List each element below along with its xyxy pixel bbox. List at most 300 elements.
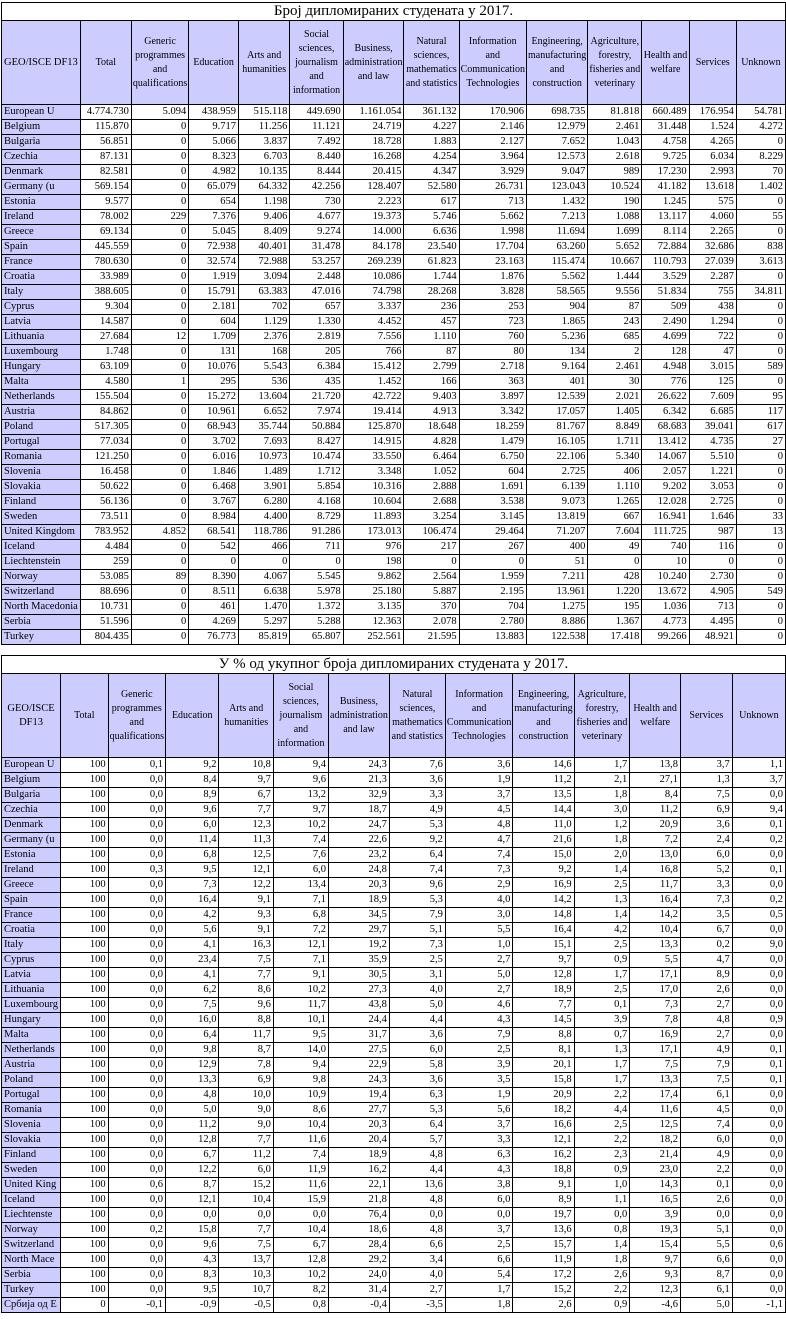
value-cell: 5.652 [588,240,642,255]
value-cell: 15,4 [630,1238,681,1253]
value-cell: 14.915 [343,435,404,450]
value-cell: 0,1 [732,818,785,833]
value-cell: 1.110 [588,480,642,495]
value-cell: 100 [61,833,109,848]
value-cell: 4.580 [80,375,131,390]
value-cell: 0,9 [574,953,630,968]
value-cell: 72.988 [238,255,289,270]
value-cell: 3.135 [343,600,404,615]
value-cell: 6.034 [689,150,736,165]
value-cell: 0,0 [108,908,165,923]
value-cell: 12,3 [630,1283,681,1298]
value-cell: 10.240 [642,570,689,585]
value-cell: 0,0 [108,1208,165,1223]
value-cell: 1.043 [588,135,642,150]
value-cell: 0,0 [732,1283,785,1298]
value-cell: 4.452 [343,315,404,330]
value-cell: 11,7 [273,998,328,1013]
table-row [2,1208,786,1223]
value-cell: 115.474 [527,255,588,270]
value-cell: 9,4 [732,803,785,818]
table-row [2,375,786,390]
value-cell: 4,8 [445,818,512,833]
value-cell: 8.886 [527,615,588,630]
value-cell: 42.256 [290,180,343,195]
table-row [2,1088,786,1103]
value-cell: 438 [689,300,736,315]
value-cell: 515.118 [238,105,289,120]
value-cell: 8.390 [189,570,239,585]
value-cell: 6,0 [445,1193,512,1208]
value-cell: 13,8 [630,758,681,773]
value-cell: 18,2 [513,1103,574,1118]
country-cell: United King [2,1178,61,1193]
table-row [2,495,786,510]
value-cell: 0 [131,465,188,480]
value-cell: 4.272 [736,120,785,135]
value-cell: 4.067 [238,570,289,585]
value-cell: 1.883 [404,135,459,150]
value-cell: 128 [642,345,689,360]
value-cell: 11.893 [343,510,404,525]
value-cell: 0 [131,510,188,525]
value-cell: 70 [736,165,785,180]
value-cell: 7,5 [219,953,273,968]
value-cell: 0,0 [445,1208,512,1223]
value-cell: 20,4 [329,1133,390,1148]
value-cell: 1.691 [459,480,526,495]
value-cell: 100 [61,878,109,893]
value-cell: 20,9 [630,818,681,833]
country-cell: Italy [2,285,81,300]
value-cell: 10,0 [219,1088,273,1103]
country-cell: Estonia [2,848,61,863]
value-cell: 7,3 [680,893,732,908]
column-header: GEO/ISCE DF13 [2,21,81,105]
value-cell: 0 [131,630,188,645]
country-cell: Malta [2,1028,61,1043]
table-row [2,1058,786,1073]
header-row [2,21,786,105]
value-cell: 7,4 [445,848,512,863]
value-cell: 14,5 [513,1013,574,1028]
value-cell: 7,6 [273,848,328,863]
value-cell: 3.767 [189,495,239,510]
table-row [2,803,786,818]
value-cell: 1,3 [574,1043,630,1058]
value-cell: 2,4 [680,833,732,848]
value-cell: 9,6 [165,1238,218,1253]
value-cell: 17.230 [642,165,689,180]
value-cell: 20,9 [513,1088,574,1103]
table-row [2,465,786,480]
value-cell: 1.959 [459,570,526,585]
column-header: Health and welfare [642,21,689,105]
value-cell: 0,0 [108,1118,165,1133]
value-cell: 13,3 [165,1073,218,1088]
value-cell: 48.921 [689,630,736,645]
value-cell: 39.041 [689,420,736,435]
value-cell: 0,1 [732,1043,785,1058]
value-cell: 0,0 [108,998,165,1013]
value-cell: 1.748 [80,345,131,360]
value-cell: 20,3 [329,1118,390,1133]
value-cell: 17,1 [630,1043,681,1058]
value-cell: 4.774.730 [80,105,131,120]
value-cell: 8.444 [290,165,343,180]
value-cell: 5.662 [459,210,526,225]
value-cell: 3,3 [680,878,732,893]
value-cell: 3.254 [404,510,459,525]
value-cell: 0,0 [574,1208,630,1223]
value-cell: 100 [61,938,109,953]
value-cell: 15.791 [189,285,239,300]
value-cell: 0,0 [732,923,785,938]
value-cell: 168 [238,345,289,360]
value-cell: 1,8 [574,833,630,848]
value-cell: 13,5 [513,788,574,803]
value-cell: 7.556 [343,330,404,345]
value-cell: 8,4 [630,788,681,803]
value-cell: 0,0 [732,1118,785,1133]
value-cell: 49 [588,540,642,555]
value-cell: 2,5 [445,1238,512,1253]
value-cell: 14,2 [630,908,681,923]
value-cell: 95 [736,390,785,405]
value-cell: 4.982 [189,165,239,180]
value-cell: 12,8 [513,968,574,983]
value-cell: 6,0 [389,1043,445,1058]
value-cell: 10,7 [219,1283,273,1298]
value-cell: 3,3 [389,788,445,803]
value-cell: 8.440 [290,150,343,165]
table-row [2,525,786,540]
value-cell: 11,9 [513,1253,574,1268]
value-cell: 0,0 [108,893,165,908]
value-cell: 3,7 [445,1118,512,1133]
value-cell: 4,7 [445,833,512,848]
value-cell: 7,2 [630,833,681,848]
value-cell: 9.073 [527,495,588,510]
value-cell: 20,1 [513,1058,574,1073]
table-row [2,1298,786,1313]
value-cell: 7,7 [219,1133,273,1148]
value-cell: 589 [736,360,785,375]
value-cell: 10,1 [273,1013,328,1028]
value-cell: 89 [131,570,188,585]
value-cell: 575 [689,195,736,210]
value-cell: 6,3 [389,1088,445,1103]
value-cell: 2.265 [689,225,736,240]
value-cell: 0 [131,615,188,630]
value-cell: 4.227 [404,120,459,135]
country-cell: Slovenia [2,465,81,480]
value-cell: 84.862 [80,405,131,420]
value-cell: 100 [61,923,109,938]
value-cell: 23.163 [459,255,526,270]
value-cell: 1.052 [404,465,459,480]
value-cell: 9,7 [630,1253,681,1268]
value-cell: 21,3 [329,773,390,788]
value-cell: 0,0 [389,1208,445,1223]
value-cell: 72.884 [642,240,689,255]
value-cell: 100 [61,788,109,803]
value-cell: 5.854 [290,480,343,495]
value-cell: 9.406 [238,210,289,225]
value-cell: 252.561 [343,630,404,645]
value-cell: 19.373 [343,210,404,225]
value-cell: 11.694 [527,225,588,240]
country-cell: Germany (u [2,833,61,848]
table-row [2,998,786,1013]
value-cell: 27 [736,435,785,450]
country-cell: Latvia [2,315,81,330]
value-cell: 30,5 [329,968,390,983]
value-cell: 8,6 [219,983,273,998]
value-cell: 15,2 [219,1178,273,1193]
value-cell: 449.690 [290,105,343,120]
value-cell: 1,1 [574,1193,630,1208]
table-row [2,758,786,773]
value-cell: 16,2 [329,1163,390,1178]
country-cell: Slovakia [2,480,81,495]
value-cell: 9.577 [80,195,131,210]
value-cell: 660.489 [642,105,689,120]
value-cell: 657 [290,300,343,315]
value-cell: 4,8 [389,1223,445,1238]
column-header: Information and Communication Technologies [445,674,512,758]
value-cell: 3.145 [459,510,526,525]
value-cell: 16,4 [630,893,681,908]
value-cell: 1,7 [574,758,630,773]
value-cell: 8.229 [736,150,785,165]
value-cell: 11,9 [273,1163,328,1178]
value-cell: 8,8 [219,1013,273,1028]
value-cell: 6,0 [680,1133,732,1148]
value-cell: 0 [131,195,188,210]
table-body [2,105,786,645]
value-cell: 10,3 [219,1268,273,1283]
value-cell: 205 [290,345,343,360]
value-cell: 4.254 [404,150,459,165]
value-cell: 1,3 [680,773,732,788]
value-cell: 7.492 [290,135,343,150]
value-cell: 0 [736,555,785,570]
value-cell: 125.870 [343,420,404,435]
value-cell: 31,4 [329,1283,390,1298]
value-cell: 7,4 [680,1118,732,1133]
country-cell: Slovenia [2,1118,61,1133]
value-cell: 14.067 [642,450,689,465]
value-cell: 5,1 [680,1223,732,1238]
value-cell: 11,4 [165,833,218,848]
value-cell: 5.543 [238,360,289,375]
value-cell: 2,2 [574,1133,630,1148]
country-cell: France [2,908,61,923]
value-cell: 5,6 [165,923,218,938]
column-header: Social sciences, journalism and information [273,674,328,758]
value-cell: 15,9 [273,1193,328,1208]
value-cell: 26.622 [642,390,689,405]
value-cell: 195 [588,600,642,615]
value-cell: 16.105 [527,435,588,450]
value-cell: 4,0 [445,893,512,908]
table-row [2,405,786,420]
value-cell: 2.490 [642,315,689,330]
value-cell: -3,5 [389,1298,445,1313]
value-cell: 12,8 [273,1253,328,1268]
value-cell: 3.529 [642,270,689,285]
table-row [2,833,786,848]
value-cell: 2.461 [588,120,642,135]
value-cell: 41.182 [642,180,689,195]
value-cell: 4,1 [165,968,218,983]
value-cell: 435 [290,375,343,390]
value-cell: 3,6 [389,773,445,788]
value-cell: 11,2 [165,1118,218,1133]
value-cell: 100 [61,968,109,983]
value-cell: 0,0 [732,1133,785,1148]
value-cell: 0 [131,255,188,270]
value-cell: 0,1 [680,1178,732,1193]
table-row [2,878,786,893]
graduates-percent-table [1,655,786,1313]
country-cell: France [2,255,81,270]
value-cell: 6,7 [219,788,273,803]
value-cell: 2.127 [459,135,526,150]
column-header: Natural sciences, mathematics and statistics [404,21,459,105]
value-cell: 4,5 [680,1103,732,1118]
value-cell: 19,7 [513,1208,574,1223]
table-row [2,135,786,150]
value-cell: 766 [343,345,404,360]
value-cell: 16,9 [630,1028,681,1043]
value-cell: 21,8 [329,1193,390,1208]
value-cell: 100 [61,1208,109,1223]
value-cell: 0,0 [732,983,785,998]
country-cell: Liechtenste [2,1208,61,1223]
column-header: Education [165,674,218,758]
column-header: Unknown [732,674,785,758]
value-cell: 69.134 [80,225,131,240]
value-cell: 1.088 [588,210,642,225]
value-cell: 63.260 [527,240,588,255]
value-cell: 17,0 [630,983,681,998]
value-cell: 740 [642,540,689,555]
value-cell: 50.884 [290,420,343,435]
value-cell: 0,0 [108,1283,165,1298]
country-cell: Hungary [2,360,81,375]
value-cell: 100 [61,953,109,968]
value-cell: 0,1 [732,1073,785,1088]
value-cell: 43,8 [329,998,390,1013]
value-cell: 0 [736,300,785,315]
value-cell: 2,2 [574,1088,630,1103]
value-cell: 125 [689,375,736,390]
value-cell: 31.448 [642,120,689,135]
value-cell: 0 [238,555,289,570]
value-cell: 2.223 [343,195,404,210]
value-cell: 7.693 [238,435,289,450]
value-cell: 8.729 [290,510,343,525]
value-cell: 100 [61,1118,109,1133]
value-cell: 8,7 [219,1043,273,1058]
value-cell: 1,7 [574,1058,630,1073]
column-header: Arts and humanities [238,21,289,105]
value-cell: 27,5 [329,1043,390,1058]
value-cell: 16.458 [80,465,131,480]
value-cell: 0 [131,435,188,450]
value-cell: 10 [642,555,689,570]
value-cell: 3.015 [689,360,736,375]
value-cell: 3,9 [574,1013,630,1028]
value-cell: 73.511 [80,510,131,525]
table-row [2,953,786,968]
value-cell: 1.846 [189,465,239,480]
value-cell: 6,4 [165,1028,218,1043]
value-cell: 5,0 [165,1103,218,1118]
value-cell: 5.887 [404,585,459,600]
value-cell: 2,7 [389,1283,445,1298]
value-cell: 9,6 [273,773,328,788]
country-cell: Poland [2,1073,61,1088]
value-cell: 5.562 [527,270,588,285]
value-cell: 2,6 [680,983,732,998]
value-cell: 15,1 [513,938,574,953]
value-cell: 4.265 [689,135,736,150]
value-cell: 68.943 [189,420,239,435]
value-cell: 51.596 [80,615,131,630]
value-cell: 5,2 [680,863,732,878]
value-cell: 217 [404,540,459,555]
value-cell: 667 [588,510,642,525]
value-cell: 2.888 [404,480,459,495]
column-header: Engineering, manufacturing and construction [513,674,574,758]
value-cell: 4,7 [680,953,732,968]
column-header: Total [80,21,131,105]
value-cell: 122.538 [527,630,588,645]
value-cell: 6.636 [404,225,459,240]
value-cell: 100 [61,1013,109,1028]
country-cell: Turkey [2,1283,61,1298]
value-cell: 4,3 [445,1013,512,1028]
table-row [2,210,786,225]
value-cell: 47 [689,345,736,360]
value-cell: 17,2 [513,1268,574,1283]
value-cell: 7,4 [389,863,445,878]
value-cell: 33 [736,510,785,525]
value-cell: 3,3 [445,1133,512,1148]
value-cell: 0,0 [108,1253,165,1268]
value-cell: 0,0 [732,1178,785,1193]
value-cell: 85.819 [238,630,289,645]
value-cell: 53.085 [80,570,131,585]
value-cell: 11,6 [273,1133,328,1148]
column-header: Generic programmes and qualifications [131,21,188,105]
country-cell: Србија од Е [2,1298,61,1313]
table-row [2,420,786,435]
value-cell: 0 [131,390,188,405]
value-cell: 1,7 [574,968,630,983]
value-cell: 2.181 [189,300,239,315]
value-cell: 0 [131,135,188,150]
value-cell: 755 [689,285,736,300]
value-cell: 100 [61,1253,109,1268]
value-cell: 6.703 [238,150,289,165]
country-cell: Austria [2,405,81,420]
value-cell: 14,8 [513,908,574,923]
value-cell: 100 [61,908,109,923]
